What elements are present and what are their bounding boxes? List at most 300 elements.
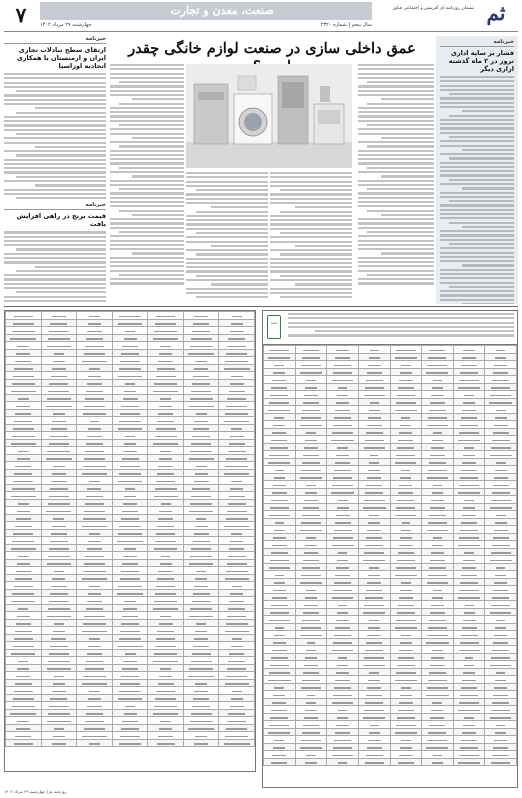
cell-text [154,331,177,333]
cell-text [188,353,213,355]
table-row [264,466,517,474]
cell-text [432,440,443,442]
text-line [110,73,184,75]
article-text-column [186,172,268,304]
table-cell [219,567,255,575]
table-cell [219,649,255,657]
table-cell [264,683,296,691]
table-row [6,702,255,710]
cell-text [123,608,137,610]
text-line [110,90,184,92]
table-row [6,334,255,342]
table-row [6,402,255,410]
text-line [270,262,352,264]
cell-text [226,676,247,678]
text-line [110,261,184,263]
table-cell [327,511,359,519]
table-cell [219,529,255,537]
table-row [264,496,517,504]
table-row [6,717,255,725]
cell-text [268,357,290,359]
appliances-illustration [186,64,352,168]
table-cell [485,608,517,616]
cell-text [190,451,212,453]
text-line [4,137,106,139]
table-cell [77,679,113,687]
cell-text [493,432,509,434]
cell-text [52,473,66,475]
cell-text [119,691,141,693]
table-cell [183,672,219,680]
table-cell [485,413,517,421]
table-cell [295,466,327,474]
table-cell [264,578,296,586]
table-cell [6,357,42,365]
cell-text [300,372,323,374]
table-cell [6,507,42,515]
cell-text [119,421,141,423]
table-cell [264,653,296,661]
cell-text [54,571,65,573]
table-cell [112,582,148,590]
table-cell [148,552,184,560]
cell-text [366,380,383,382]
right-kicker: خبرنامه [440,39,514,47]
table-cell [453,743,485,751]
table-cell [327,646,359,654]
table-cell [453,481,485,489]
cell-text [273,695,285,697]
cell-text [462,410,476,412]
table-row [264,728,517,736]
table-cell [148,492,184,500]
cell-text [395,357,417,359]
table-cell [264,511,296,519]
table-cell [422,593,454,601]
table-cell [485,436,517,444]
cell-text [51,586,66,588]
cell-text [334,740,351,742]
cell-text [121,676,139,678]
table-cell [358,706,390,714]
text-line [110,248,184,250]
cell-text [270,560,289,562]
table-cell [219,327,255,335]
table-cell [422,646,454,654]
table-cell [41,687,77,695]
cell-text [49,383,68,385]
cell-text [463,507,474,509]
cell-text [189,563,213,565]
cell-text [300,425,322,427]
cell-text [158,571,172,573]
table-row [6,732,255,740]
cell-text [398,605,414,607]
cell-text [50,593,68,595]
table-cell [183,409,219,417]
table-row [264,481,517,489]
cell-text [118,533,141,535]
table-cell [6,694,42,702]
text-line [358,68,434,70]
table-cell [183,387,219,395]
cell-text [460,695,479,697]
table-cell [183,499,219,507]
table-cell [148,687,184,695]
cell-text [462,462,476,464]
table-cell [453,376,485,384]
cell-text [15,578,32,580]
cell-text [426,747,448,749]
table-cell [112,454,148,462]
table-cell [295,578,327,586]
text-line [358,115,434,117]
table-cell [148,634,184,642]
cell-text [120,578,141,580]
cell-text [46,511,71,513]
table-cell [112,447,148,455]
table-cell [112,492,148,500]
text-line [358,171,434,173]
table-cell [422,751,454,759]
text-line [16,248,106,250]
table-cell [41,364,77,372]
table-cell [41,342,77,350]
text-line [358,158,434,160]
cell-text [370,455,379,457]
table-cell [219,709,255,717]
text-line [358,73,434,75]
table-cell [148,642,184,650]
table-cell [41,387,77,395]
cell-text [52,368,66,370]
table-cell [327,361,359,369]
table-cell [358,601,390,609]
table-row [6,387,255,395]
table-cell [422,758,454,766]
text-line [358,184,434,186]
table-cell [112,717,148,725]
masthead [0,0,522,34]
table-row [6,439,255,447]
table-cell [264,586,296,594]
table-cell [485,751,517,759]
cell-text [224,473,249,475]
table-cell [453,713,485,721]
text-line [358,197,434,199]
table-cell [485,353,517,361]
cell-text [231,698,243,700]
text-line [358,120,434,122]
cell-text [12,436,35,438]
cell-text [363,507,386,509]
text-line [110,94,184,96]
table-cell [422,473,454,481]
text-line [110,270,184,272]
cell-text [401,635,411,637]
cell-text [303,612,318,614]
table-cell [485,638,517,646]
table-cell [422,503,454,511]
table-cell [183,574,219,582]
cell-text [493,747,508,749]
main-article-title: عمق داخلی سازی در صنعت لوازم خانگی چقدر [128,40,416,57]
cell-text [157,526,174,528]
table-cell [219,424,255,432]
table-row [6,582,255,590]
cell-text [120,361,140,363]
cell-text [491,605,510,607]
table-cell [422,346,454,354]
cell-text [493,590,508,592]
table-cell [390,728,422,736]
cell-text [51,481,67,483]
cell-text [125,436,135,438]
table-cell [358,713,390,721]
cell-text [338,657,347,659]
cell-text [89,316,99,318]
text-line [186,181,268,183]
table-cell [390,608,422,616]
table-cell [422,556,454,564]
table-cell [6,634,42,642]
cell-text [156,316,174,318]
table-cell [6,612,42,620]
text-line [4,77,106,79]
table-cell [390,556,422,564]
cell-text [157,578,174,580]
table-cell [453,443,485,451]
text-line [35,146,106,148]
table-cell [422,676,454,684]
text-line [4,159,106,161]
table-cell [112,312,148,320]
organization-emblem: سند [267,315,281,339]
table-cell [390,601,422,609]
table-cell [219,702,255,710]
cell-text [364,605,384,607]
cell-text [338,387,347,389]
cell-text [430,665,444,667]
table-row [6,544,255,552]
table-cell [358,578,390,586]
table-cell [485,721,517,729]
table-row [6,484,255,492]
cell-text [194,533,209,535]
cell-text [433,432,442,434]
table-cell [390,398,422,406]
table-cell [453,616,485,624]
table-cell [485,533,517,541]
table-cell [183,484,219,492]
table-row [264,586,517,594]
cell-text [398,387,413,389]
cell-text [491,447,511,449]
table-cell [422,451,454,459]
cell-text [333,590,353,592]
cell-text [305,440,317,442]
cell-text [159,353,172,355]
table-cell [295,661,327,669]
table-cell [485,466,517,474]
table-cell [390,458,422,466]
table-cell [358,571,390,579]
text-line [119,274,184,276]
table-cell [327,608,359,616]
cell-text [458,387,480,389]
table-cell [422,586,454,594]
table-cell [327,466,359,474]
table-cell [295,743,327,751]
table-cell [41,402,77,410]
table-cell [485,376,517,384]
cell-text [14,316,33,318]
cell-text [333,642,352,644]
table-cell [422,668,454,676]
cell-text [161,503,171,505]
text-line [110,278,184,280]
cell-text [232,586,242,588]
text-line [4,129,106,131]
table-cell [390,541,422,549]
cell-text [188,728,213,730]
table-cell [264,376,296,384]
table-cell [295,706,327,714]
cell-text [305,710,318,712]
section-title: صنعت، معدن و تجارت [170,4,274,17]
table-cell [148,514,184,522]
cell-text [14,691,33,693]
cell-text [491,710,510,712]
table-cell [422,616,454,624]
cell-text [194,368,208,370]
cell-text [274,635,285,637]
table-cell [390,503,422,511]
table-cell [41,717,77,725]
text-line [4,99,106,101]
text-line [270,241,352,243]
cell-text [333,425,352,427]
table-cell [295,668,327,676]
table-cell [6,499,42,507]
cell-text [460,582,477,584]
table-cell [112,402,148,410]
cell-text [124,601,135,603]
table-row [264,376,517,384]
cell-text [400,537,413,539]
cell-text [398,657,414,659]
cell-text [364,657,384,659]
table-cell [6,394,42,402]
cell-text [305,387,317,389]
cell-text [494,530,508,532]
table-cell [422,496,454,504]
cell-text [463,560,474,562]
table-cell [219,484,255,492]
table-cell [77,597,113,605]
table-row [6,447,255,455]
table-row [264,646,517,654]
text-line [462,110,514,112]
cell-text [230,331,244,333]
table-cell [41,447,77,455]
table-cell [219,402,255,410]
cell-text [494,582,507,584]
cell-text [366,485,383,487]
cell-text [85,503,104,505]
cell-text [154,601,177,603]
table-row [264,526,517,534]
table-cell [295,353,327,361]
text-line [280,232,352,234]
cell-text [464,612,475,614]
table-cell [6,664,42,672]
text-line [186,172,268,174]
table-row [6,657,255,665]
table-cell [485,361,517,369]
table-cell [183,342,219,350]
table-cell [264,616,296,624]
table-cell [295,631,327,639]
cell-text [119,638,142,640]
table-cell [219,319,255,327]
table-cell [183,514,219,522]
cell-text [83,623,105,625]
cell-text [306,702,317,704]
cell-text [228,503,246,505]
table-cell [264,458,296,466]
text-line [440,123,514,125]
table-cell [219,634,255,642]
cell-text [396,507,415,509]
cell-text [121,353,139,355]
table-cell [264,428,296,436]
text-line [440,119,514,121]
table-cell [358,623,390,631]
cell-text [83,676,105,678]
table-row [6,379,255,387]
cell-text [48,391,69,393]
table-cell [358,436,390,444]
table-cell [6,447,42,455]
cell-text [334,582,352,584]
table-cell [219,664,255,672]
text-line [288,334,514,336]
cell-text [121,406,138,408]
cell-text [227,668,246,670]
table-row [6,522,255,530]
cell-text [192,653,211,655]
table-row [6,619,255,627]
text-line [462,187,514,189]
cell-text [301,522,321,524]
cell-text [193,698,209,700]
table-cell [148,364,184,372]
text-line [449,115,514,117]
text-line [119,231,184,233]
cell-text [192,383,210,385]
cell-text [13,323,34,325]
cell-text [159,511,171,513]
cell-text [491,500,511,502]
cell-text [492,650,509,652]
cell-text [125,706,136,708]
text-line [381,137,434,139]
table-cell [219,687,255,695]
table-row [6,724,255,732]
cell-text [397,717,415,719]
table-row [6,499,255,507]
